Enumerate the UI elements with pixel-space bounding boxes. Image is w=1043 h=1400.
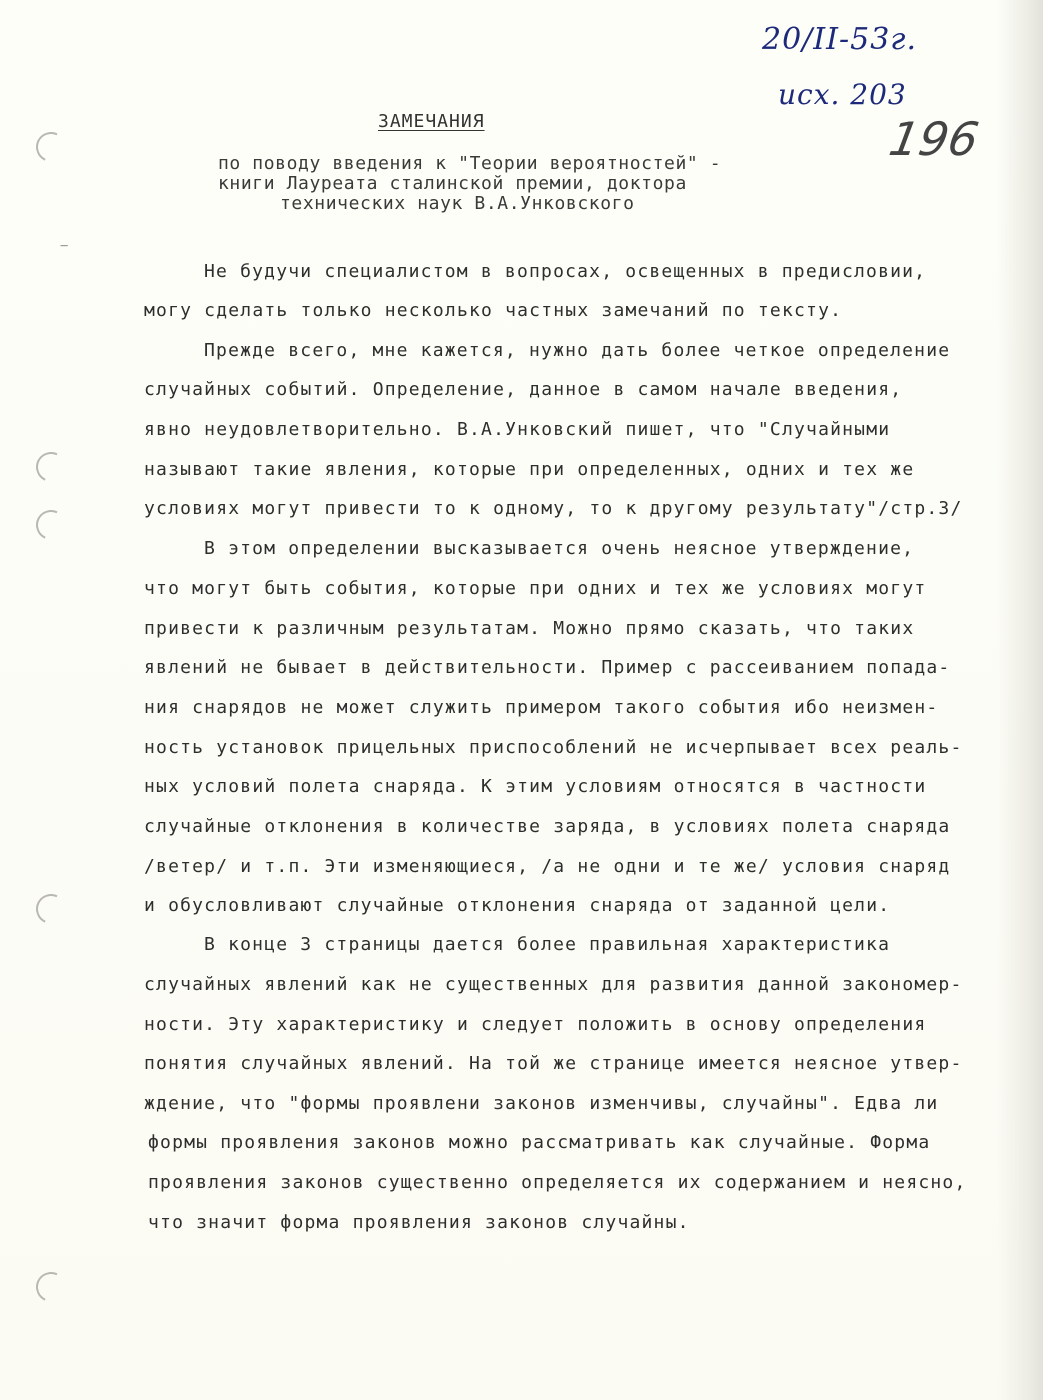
body-line: понятия случайных явлений. На той же странице имеется неясное утвер- [144, 1053, 963, 1074]
punch-hole [32, 1268, 70, 1306]
handwritten-date: 20/II-53г. [762, 22, 917, 57]
document-title: ЗАМЕЧАНИЯ [378, 111, 485, 132]
punch-hole [32, 128, 70, 166]
body-line: явлений не бывает в действительности. Пример с рассеиванием попада- [144, 657, 951, 678]
margin-mark: − [60, 238, 69, 254]
punch-hole [32, 506, 70, 544]
handwritten-page-number: 196 [885, 112, 983, 166]
body-line: случайных явлений как не существенных для развития данной закономер- [144, 974, 963, 995]
body-line: привести к различным результатам. Можно прямо сказать, что таких [144, 618, 915, 639]
punch-hole [32, 448, 70, 486]
body-line: могу сделать только несколько частных замечаний по тексту. [144, 300, 843, 321]
body-line: явно неудовлетворительно. В.А.Унковский пишет, что "Случайными [144, 419, 891, 440]
body-line: проявления законов существенно определяется их содержанием и неясно, [148, 1172, 967, 1193]
body-line: ных условий полета снаряда. К этим условиям относятся в частности [144, 776, 927, 797]
punch-hole [32, 890, 70, 928]
body-line: В конце 3 страницы дается более правильная характеристика [204, 934, 891, 955]
page-edge-shadow [997, 0, 1043, 1400]
body-line: ность установок прицельных приспособлений не исчерпывает всех реаль- [144, 737, 963, 758]
body-line: формы проявления законов можно рассматривать как случайные. Форма [148, 1132, 931, 1153]
body-line: и обусловливают случайные отклонения снаряда от заданной цели. [144, 895, 891, 916]
body-line: Прежде всего, мне кажется, нужно дать более четкое определение [204, 340, 951, 361]
subtitle-line: книги Лауреата сталинской премии, доктора [218, 173, 687, 194]
body-line: В этом определении высказывается очень неясное утверждение, [204, 538, 915, 559]
subtitle-line: технических наук В.А.Унковского [280, 193, 635, 214]
body-line: что значит форма проявления законов случайны. [148, 1212, 690, 1233]
body-line: ждение, что "формы проявлени законов изменчивы, случайны". Едва ли [144, 1093, 939, 1114]
body-line: случайные отклонения в количестве заряда, в условиях полета снаряда [144, 816, 951, 837]
body-line: ности. Эту характеристику и следует положить в основу определения [144, 1014, 927, 1035]
body-line: называют такие явления, которые при определенных, одних и тех же [144, 459, 915, 480]
body-line: ния снарядов не может служить примером такого события ибо неизмен- [144, 697, 939, 718]
body-line: что могут быть события, которые при одних и тех же условиях могут [144, 578, 927, 599]
handwritten-outgoing-ref: исх. 203 [778, 78, 907, 111]
subtitle-line: по поводу введения к "Теории вероятностей" - [218, 153, 722, 174]
body-line: Не будучи специалистом в вопросах, освещенных в предисловии, [204, 261, 927, 282]
body-line: случайных событий. Определение, данное в самом начале введения, [144, 379, 903, 400]
body-line: условиях могут привести то к одному, то к другому результату"/стр.3/ [144, 498, 963, 519]
body-line: /ветер/ и т.п. Эти изменяющиеся, /а не одни и те же/ условия снаряд [144, 856, 951, 877]
